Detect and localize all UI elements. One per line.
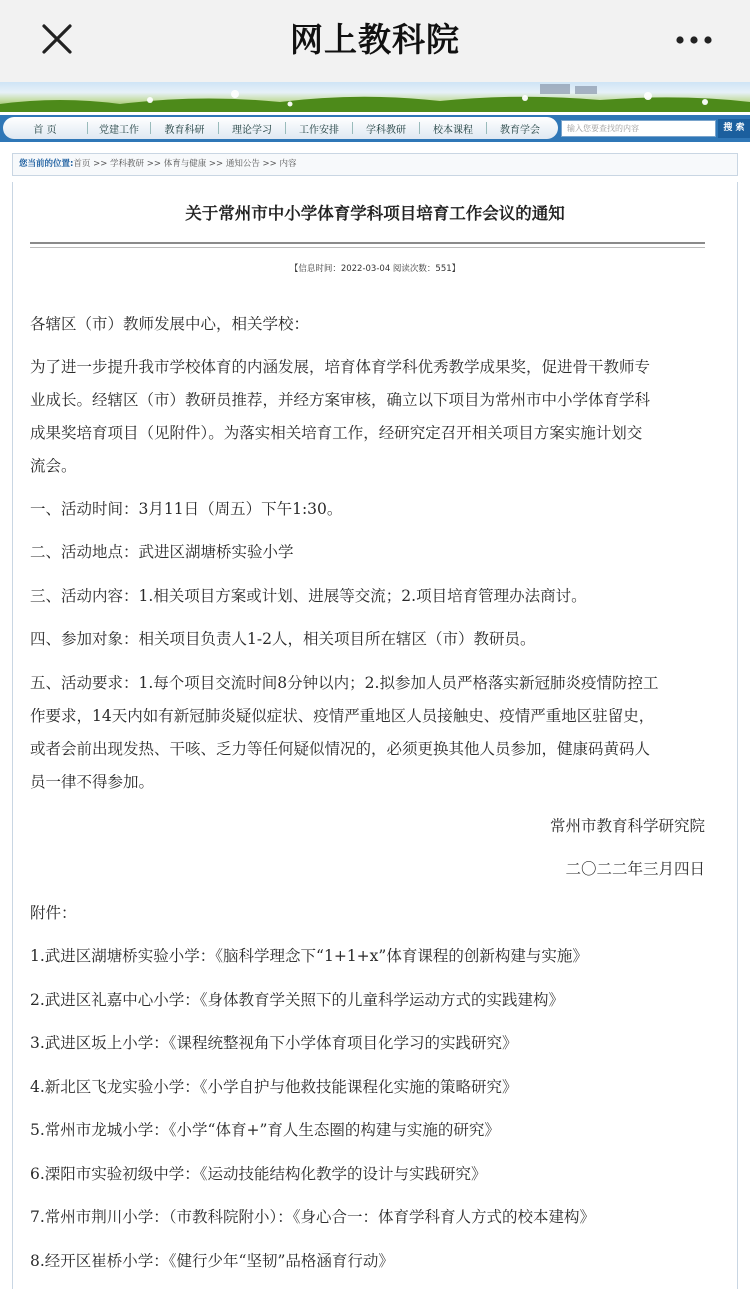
breadcrumb (12, 153, 738, 176)
nav-item-party-building[interactable]: 党建工作 (99, 124, 139, 136)
nav-item-research[interactable]: 教育科研 (164, 124, 205, 136)
attachment-label: 附件： (30, 904, 77, 922)
signature-org: 常州市教育科学研究院 (549, 817, 705, 835)
title-divider (30, 242, 705, 244)
paragraph-line: 四、参加对象：相关项目负责人1-2人，相关项目所在辖区（市）教研员。 (30, 630, 536, 648)
nav-item-home[interactable]: 首 页 (33, 124, 57, 136)
search-input[interactable]: 输入您要查找的内容 (561, 120, 716, 137)
article-meta: 【信息时间：2022-03-04 阅读次数：551】 (289, 264, 461, 274)
app-title: 网上教科院 (290, 20, 460, 59)
nav-item-subject-research[interactable]: 学科教研 (366, 124, 406, 136)
attachment-item: 6.溧阳市实验初级中学：《运动技能结构化教学的设计与实践研究》 (30, 1165, 487, 1183)
paragraph-line: 五、活动要求：1.每个项目交流时间8分钟以内；2.拟参加人员严格落实新冠肺炎疫情防控工 (30, 674, 659, 692)
paragraph-line: 为了进一步提升我市学校体育的内涵发展，培育体育学科优秀教学成果奖，促进骨干教师专 (30, 358, 651, 376)
site-banner (0, 82, 750, 112)
attachment-item: 4.新北区飞龙实验小学：《小学自护与他救技能课程化实施的策略研究》 (30, 1078, 518, 1096)
paragraph-line: 一、活动时间：3月11日（周五）下午1:30。 (30, 500, 343, 518)
search-button[interactable]: 搜 索 (718, 119, 750, 138)
nav-item-school-course[interactable]: 校本课程 (433, 124, 473, 136)
paragraph-line: 各辖区（市）教师发展中心，相关学校： (30, 315, 310, 333)
paragraph-line: 流会。 (30, 457, 77, 475)
paragraph-line: 三、活动内容：1.相关项目方案或计划、进展等交流；2.项目培育管理办法商讨。 (30, 587, 587, 605)
nav-menu (3, 117, 558, 139)
nav-item-society[interactable]: 教育学会 (500, 124, 540, 136)
title-divider (30, 247, 705, 248)
breadcrumb-path[interactable]: 首页 >> 学科教研 >> 体育与健康 >> 通知公告 >> 内容 (73, 159, 297, 169)
breadcrumb-lead: 您当前的位置: (19, 159, 74, 169)
attachment-item: 3.武进区坂上小学：《课程统整视角下小学体育项目化学习的实践研究》 (30, 1034, 518, 1052)
attachment-item: 8.经开区崔桥小学：《健行少年“坚韧”品格涵育行动》 (30, 1252, 394, 1270)
attachment-item: 7.常州市荆川小学：（市教科院附小）：《身心合一：体育学科育人方式的校本建构》 (30, 1208, 596, 1226)
nav-item-schedule[interactable]: 工作安排 (299, 124, 339, 136)
grass-banner-image (0, 82, 750, 112)
attachment-item: 5.常州市龙城小学：《小学“体育+”育人生态圈的构建与实施的研究》 (30, 1121, 500, 1139)
nav-item-theory[interactable]: 理论学习 (232, 124, 272, 136)
app-bar (0, 0, 750, 82)
article-title: 关于常州市中小学体育学科项目培育工作会议的通知 (185, 204, 565, 223)
attachment-item: 2.武进区礼嘉中心小学：《身体教育学关照下的儿童科学运动方式的实践建构》 (30, 991, 565, 1009)
paragraph-line: 员一律不得参加。 (30, 773, 155, 791)
more-options-icon[interactable] (674, 34, 714, 46)
attachment-item: 1.武进区湖塘桥实验小学：《脑科学理念下“1+1+x”体育课程的创新构建与实施》 (30, 947, 588, 965)
paragraph-line: 成果奖培育项目（见附件）。为落实相关培育工作，经研究定召开相关项目方案实施计划交 (30, 424, 643, 442)
paragraph-line: 二、活动地点：武进区湖塘桥实验小学 (30, 543, 294, 561)
signature-date: 二〇二二年三月四日 (565, 860, 705, 878)
paragraph-line: 或者会前出现发热、干咳、乏力等任何疑似情况的，必须更换其他人员参加，健康码黄码人 (30, 740, 651, 758)
paragraph-line: 作要求，14天内如有新冠肺炎疑似症状、疫情严重地区人员接触史、疫情严重地区驻留史， (30, 707, 655, 725)
paragraph-line: 业成长。经辖区（市）教研员推荐，并经方案审核，确立以下项目为常州市中小学体育学科 (30, 391, 651, 409)
